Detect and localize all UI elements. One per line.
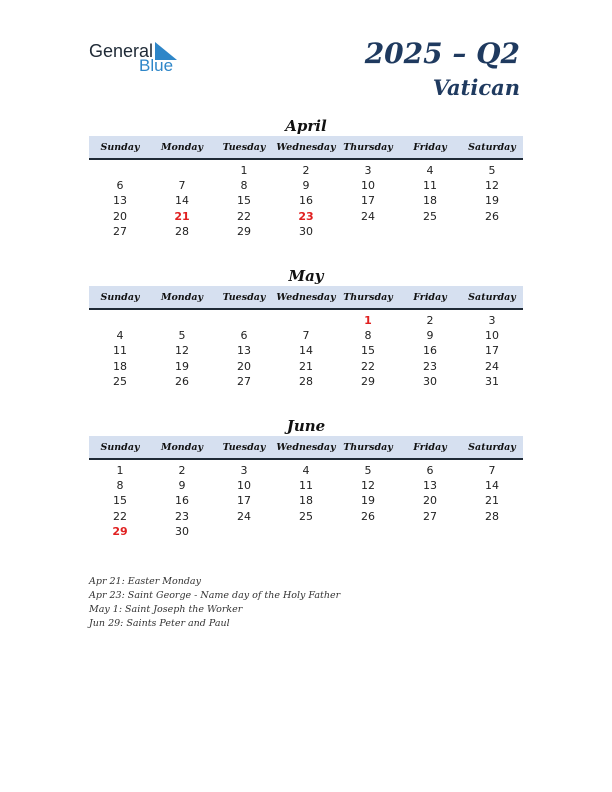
day-cell: 15 [113,494,127,508]
day-cell: 15 [361,344,375,358]
weekday-header: Tuesday [213,286,275,309]
day-cell: 3 [240,464,248,478]
day-cell: 27 [237,374,251,388]
day-cell: 20 [237,359,251,373]
month-calendar-table [89,436,523,539]
day-cell [213,524,275,539]
week-row [89,509,523,524]
weekday-header: Thursday [337,286,399,309]
day-cell: 6 [426,464,434,478]
day-cell: 23 [298,209,314,223]
month-title: June [286,417,326,435]
week-row [89,328,523,343]
day-cell: 5 [364,464,372,478]
day-cell: 21 [485,494,499,508]
day-cell: 21 [299,359,313,373]
week-row [89,524,523,539]
day-cell: 2 [178,464,186,478]
weekday-header: Saturday [461,436,523,459]
holiday-note: Apr 23: Saint George - Name day of the Holy Father [89,590,341,601]
day-cell: 13 [423,479,437,493]
day-cell: 29 [361,374,375,388]
day-cell: 14 [299,344,313,358]
day-cell [275,524,337,539]
day-cell: 25 [113,374,127,388]
weekday-header: Monday [151,436,213,459]
day-cell: 17 [485,344,499,358]
day-cell: 29 [237,224,251,238]
week-row [89,193,523,208]
day-cell: 24 [361,209,375,223]
day-cell: 4 [116,329,124,343]
week-row [89,374,523,389]
day-cell: 11 [113,344,127,358]
day-cell: 12 [175,344,189,358]
day-cell: 26 [485,209,499,223]
weekday-header: Friday [399,286,461,309]
weekday-header: Sunday [89,286,151,309]
logo-text-general: General [89,41,154,61]
generalblue-logo [89,40,189,80]
day-cell: 23 [175,509,189,523]
day-cell: 1 [240,164,248,178]
day-cell: 17 [237,494,251,508]
day-cell: 13 [237,344,251,358]
day-cell: 28 [299,374,313,388]
country-subtitle: Vatican [432,75,520,100]
week-row [89,463,523,478]
day-cell: 25 [423,209,437,223]
day-cell [275,313,337,328]
day-cell: 24 [485,359,499,373]
day-cell: 6 [116,179,124,193]
week-row [89,178,523,193]
holiday-note: May 1: Saint Joseph the Worker [89,604,243,615]
day-cell: 28 [485,509,499,523]
day-cell [213,313,275,328]
day-cell: 7 [302,329,310,343]
week-row [89,224,523,239]
month-title: May [288,267,324,285]
day-cell: 16 [299,194,313,208]
holiday-note: Jun 29: Saints Peter and Paul [89,618,230,629]
day-cell: 5 [178,329,186,343]
week-row [89,359,523,374]
day-cell: 29 [112,524,128,538]
day-cell: 20 [113,209,127,223]
day-cell: 11 [423,179,437,193]
day-cell: 9 [178,479,186,493]
day-cell: 17 [361,194,375,208]
holiday-notes [89,575,340,631]
month-april [89,116,523,239]
week-row [89,209,523,224]
day-cell: 3 [364,164,372,178]
weekday-header: Wednesday [275,436,337,459]
day-cell: 27 [423,509,437,523]
month-title: April [285,117,327,135]
weekday-header: Saturday [461,136,523,159]
day-cell: 10 [361,179,375,193]
day-cell [399,524,461,539]
day-cell: 18 [299,494,313,508]
weekday-header: Wednesday [275,136,337,159]
day-cell: 6 [240,329,248,343]
day-cell: 18 [423,194,437,208]
week-row [89,163,523,178]
day-cell [461,224,523,239]
weekday-header: Monday [151,136,213,159]
week-row [89,313,523,328]
day-cell: 14 [175,194,189,208]
day-cell: 8 [364,329,372,343]
day-cell: 27 [113,224,127,238]
day-cell: 3 [488,314,496,328]
month-june [89,416,523,539]
day-cell: 19 [361,494,375,508]
weekday-header: Saturday [461,286,523,309]
month-calendar-table [89,136,523,239]
day-cell: 10 [237,479,251,493]
day-cell: 9 [302,179,310,193]
day-cell: 22 [113,509,127,523]
day-cell: 9 [426,329,434,343]
day-cell: 25 [299,509,313,523]
weekday-header: Sunday [89,436,151,459]
day-cell [337,224,399,239]
day-cell: 7 [488,464,496,478]
day-cell: 2 [302,164,310,178]
day-cell: 18 [113,359,127,373]
weekday-header: Friday [399,136,461,159]
weekday-header: Monday [151,286,213,309]
day-cell: 16 [423,344,437,358]
day-cell: 28 [175,224,189,238]
day-cell: 31 [485,374,499,388]
week-row [89,343,523,358]
day-cell: 22 [361,359,375,373]
weekday-header: Thursday [337,436,399,459]
weekday-header: Thursday [337,136,399,159]
day-cell: 16 [175,494,189,508]
day-cell: 15 [237,194,251,208]
day-cell: 26 [175,374,189,388]
day-cell: 12 [361,479,375,493]
day-cell: 5 [488,164,496,178]
week-row [89,493,523,508]
day-cell: 21 [174,209,190,223]
day-cell: 24 [237,509,251,523]
day-cell: 13 [113,194,127,208]
day-cell: 19 [485,194,499,208]
weekday-header: Tuesday [213,136,275,159]
month-calendar-table [89,286,523,389]
week-row [89,478,523,493]
day-cell [399,224,461,239]
day-cell: 20 [423,494,437,508]
weekday-header: Tuesday [213,436,275,459]
day-cell [337,524,399,539]
month-may [89,266,523,389]
day-cell: 23 [423,359,437,373]
day-cell: 1 [116,464,124,478]
day-cell: 2 [426,314,434,328]
day-cell [461,524,523,539]
weekday-header: Friday [399,436,461,459]
day-cell [89,163,151,178]
day-cell: 14 [485,479,499,493]
day-cell: 11 [299,479,313,493]
day-cell: 1 [364,314,372,328]
day-cell [151,313,213,328]
day-cell: 4 [426,164,434,178]
weekday-header: Wednesday [275,286,337,309]
page-title: 2025 – Q2 [364,37,520,70]
weekday-header: Sunday [89,136,151,159]
day-cell: 7 [178,179,186,193]
day-cell: 30 [299,224,313,238]
day-cell: 26 [361,509,375,523]
logo-text-blue: Blue [139,56,174,75]
day-cell: 30 [175,524,189,538]
day-cell: 22 [237,209,251,223]
day-cell [151,163,213,178]
day-cell: 8 [240,179,248,193]
day-cell: 30 [423,374,437,388]
day-cell: 8 [116,479,124,493]
holiday-note: Apr 21: Easter Monday [89,576,201,587]
day-cell: 19 [175,359,189,373]
day-cell: 12 [485,179,499,193]
day-cell: 10 [485,329,499,343]
day-cell: 4 [302,464,310,478]
day-cell [89,313,151,328]
